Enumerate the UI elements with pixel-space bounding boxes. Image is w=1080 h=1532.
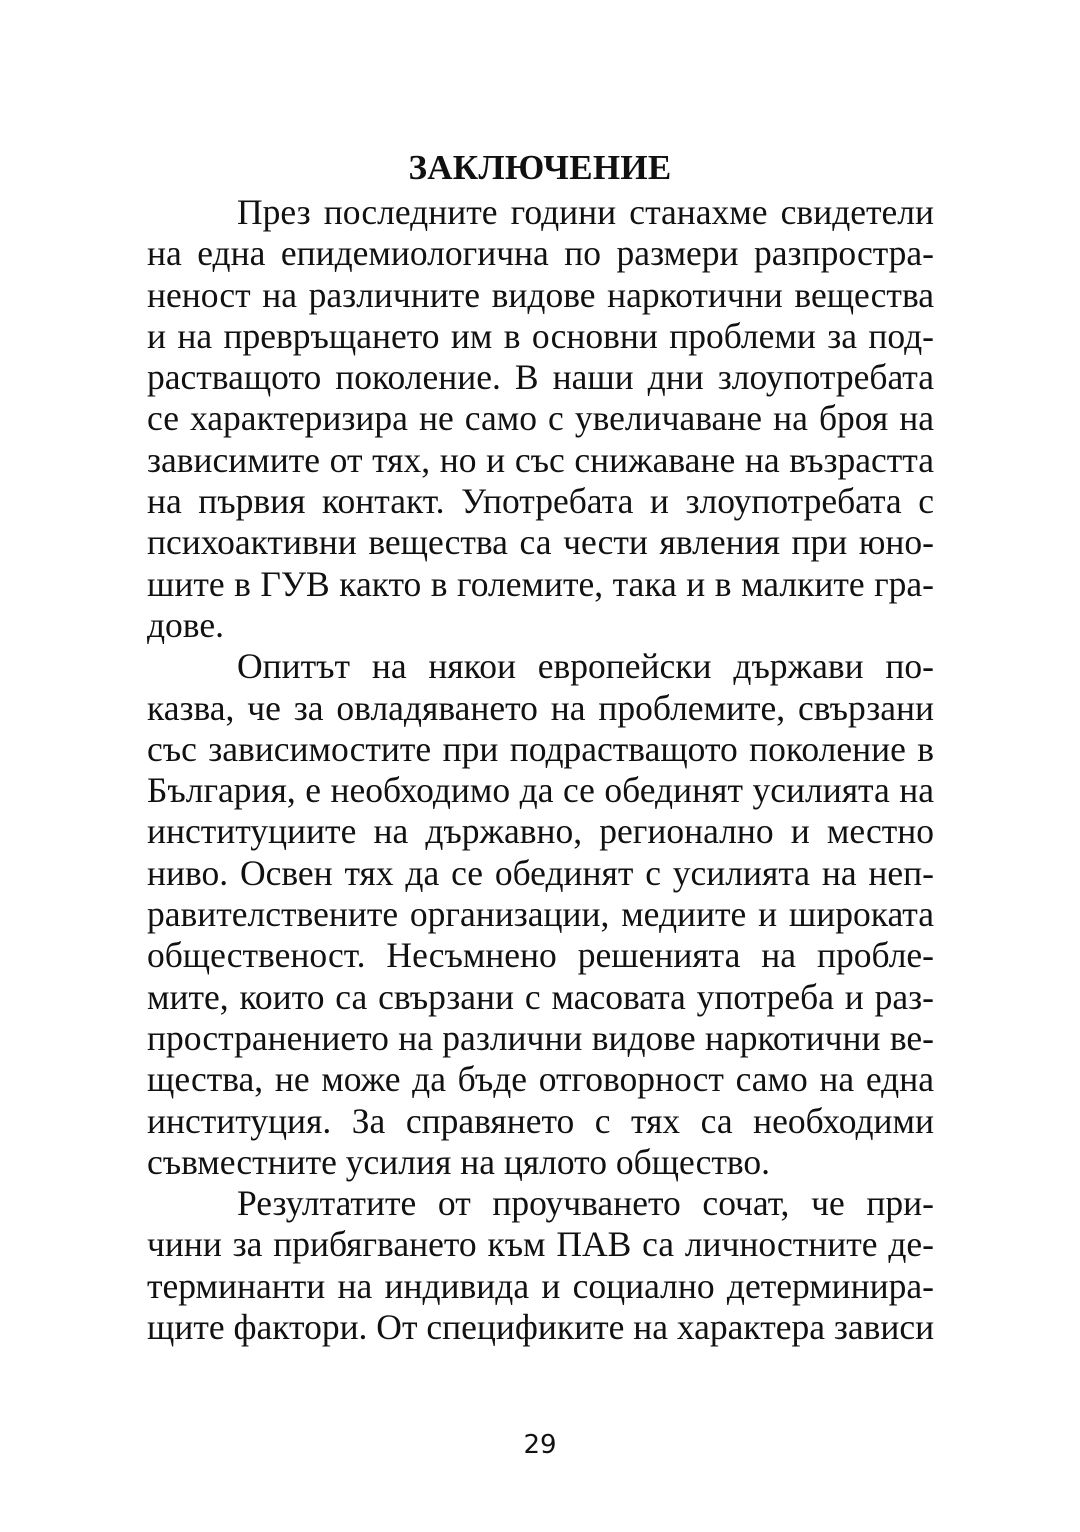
text-line: щите фактори. От спецификите на характера зависи — [147, 1307, 935, 1348]
text-line: със зависимостите при подрастващото поколение в — [147, 728, 934, 769]
text-line: мите, които са свързани с масовата употреба и раз- — [147, 976, 934, 1017]
text-line: България, е необходимо да се обединят усилията на — [147, 770, 934, 811]
text-line: институция. За справянето с тях са необходими — [147, 1100, 934, 1141]
text-line: равителствените организации, медиите и широката — [147, 894, 934, 935]
text-line: шите в ГУВ както в големите, така и в малките гра- — [147, 563, 934, 604]
text-line: на една епидемиологична по размери разпростра- — [147, 233, 934, 274]
text-line: Опитът на някои европейски държави по- — [237, 646, 934, 687]
paragraph — [147, 1183, 934, 1348]
text-line: ниво. Освен тях да се обединят с усилията на неп- — [147, 852, 934, 893]
page-number: 29 — [523, 1430, 557, 1460]
text-line: съвместните усилия на цялото общество. — [147, 1141, 771, 1182]
text-line: пространението на различни видове наркотични ве- — [147, 1017, 934, 1058]
text-line: дове. — [147, 604, 224, 645]
text-line: общественост. Несъмнено решенията на пробле- — [147, 935, 934, 976]
text-line: зависимите от тях, но и със снижаване на възрастта — [147, 439, 934, 480]
text-line: Резултатите от проучването сочат, че при- — [237, 1183, 934, 1224]
text-line: институциите на държавно, регионално и местно — [147, 811, 934, 852]
paragraph — [147, 192, 934, 646]
text-line: психоактивни вещества са чести явления при юно- — [147, 522, 934, 563]
text-line: неност на различните видове наркотични вещества — [147, 274, 934, 315]
text-line: растващото поколение. В наши дни злоупотребата — [147, 357, 934, 398]
text-line: чини за прибягването към ПАВ са личностните де- — [147, 1224, 934, 1265]
body-text — [147, 192, 934, 1348]
text-line: се характеризира не само с увеличаване на броя на — [147, 398, 934, 439]
text-line: и на превръщането им в основни проблеми за под- — [147, 315, 934, 356]
text-line: казва, че за овладяването на проблемите, свързани — [147, 687, 934, 728]
text-line: щества, не може да бъде отговорност само на една — [147, 1059, 934, 1100]
text-line: на първия контакт. Употребата и злоупотребата с — [147, 481, 934, 522]
chapter-title: ЗАКЛЮЧЕНИЕ — [408, 148, 672, 187]
text-line: терминанти на индивида и социално детерминира- — [147, 1265, 934, 1306]
paragraph — [147, 646, 934, 1183]
text-line: През последните години станахме свидетели — [237, 192, 934, 232]
